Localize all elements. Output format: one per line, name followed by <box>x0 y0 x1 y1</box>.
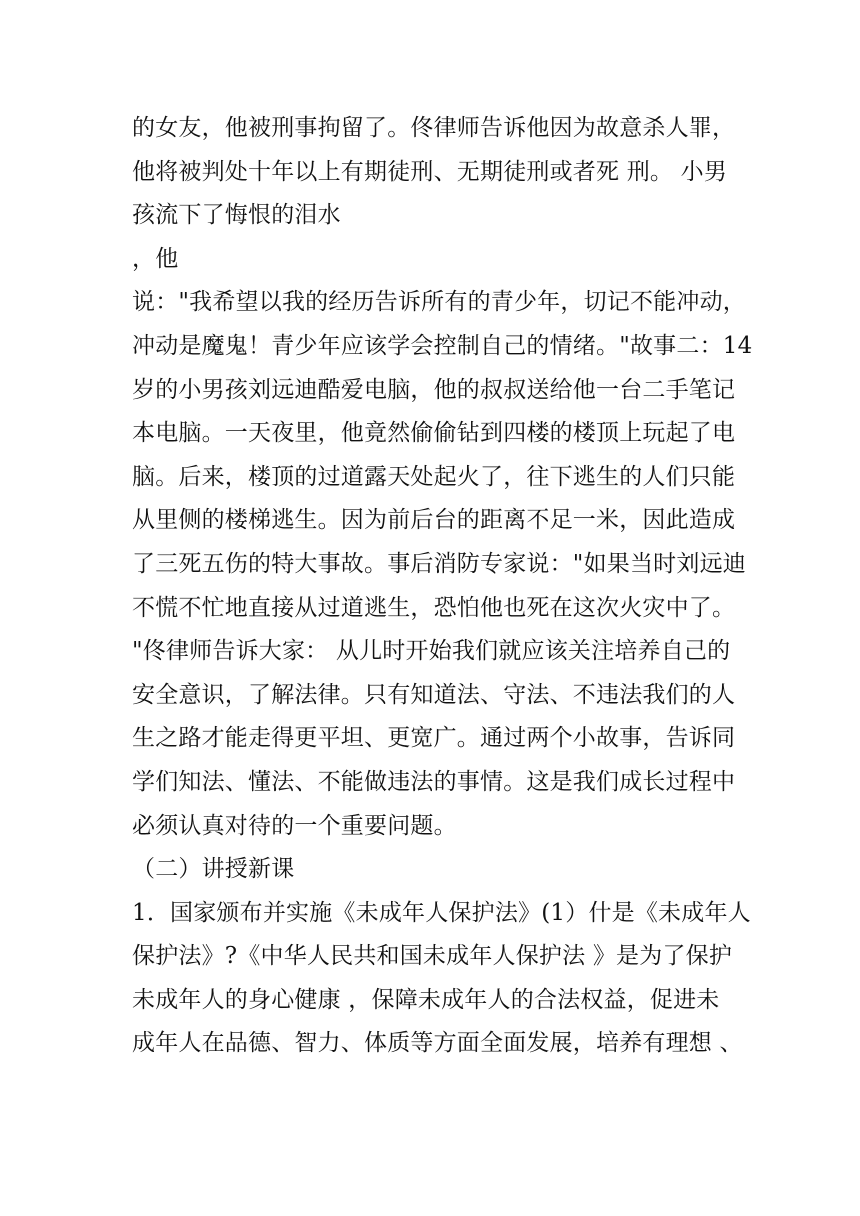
text-line: 必须认真对待的一个重要问题。 <box>132 812 457 839</box>
text-line: 安全意识，了解法律。只有知道法、守法、不违法我们的人 <box>132 681 736 708</box>
text-line: 从里侧的楼梯逃生。因为前后台的距离不足一米，因此造成 <box>132 507 736 534</box>
text-line: 的女友，他被刑事拘留了。佟律师告诉他因为故意杀人罪， <box>132 115 736 141</box>
text-line: 生之路才能走得更平坦、更宽广。通过两个小故事，告诉同 <box>132 725 736 752</box>
text-line: 本电脑。一天夜里，他竟然偷偷钻到四楼的楼顶上玩起了电 <box>132 420 736 447</box>
text-line: 1．国家颁布并实施《未成年人保护法》(1）什是《未成年人 <box>132 899 751 926</box>
text-line: 说："我希望以我的经历告诉所有的青少年，切记不能冲动， <box>132 289 746 316</box>
text-line: 学们知法、懂法、不能做违法的事情。这是我们成长过程中 <box>132 768 736 795</box>
text-line: 他将被判处十年以上有期徒刑、无期徒刑或者死 刑。 小男 <box>132 158 728 185</box>
text-line: 未成年人的身心健康 ，保障未成年人的合法权益，促进未 <box>132 986 720 1013</box>
text-line: 脑。后来，楼顶的过道露天处起火了，往下逃生的人们只能 <box>132 463 736 490</box>
text-line: 孩流下了悔恨的泪水 <box>132 202 341 229</box>
text-line: 了三死五伤的特大事故。事后消防专家说："如果当时刘远迪 <box>132 550 746 577</box>
text-line: ，他 <box>132 245 179 272</box>
text-line: 保护法》?《中华人民共和国未成年人保护法 》是为了保护 <box>132 943 733 970</box>
text-line: 不慌不忙地直接从过道逃生，恐怕他也死在这次火灾中了。 <box>132 594 736 621</box>
section-heading: （二）讲授新课 <box>132 856 295 883</box>
text-line: 岁的小男孩刘远迪酷爱电脑，他的叔叔送给他一台二手笔记 <box>132 376 736 403</box>
text-line: "佟律师告诉大家： 从儿时开始我们就应该关注培养自己的 <box>132 638 731 665</box>
text-line: 成年人在品德、智力、体质等方面全面发展，培养有理想 、 <box>132 1030 743 1057</box>
text-line: 冲动是魔鬼！青少年应该学会控制自己的情绪。"故事二：14 <box>132 332 753 359</box>
document-body <box>132 107 753 1066</box>
